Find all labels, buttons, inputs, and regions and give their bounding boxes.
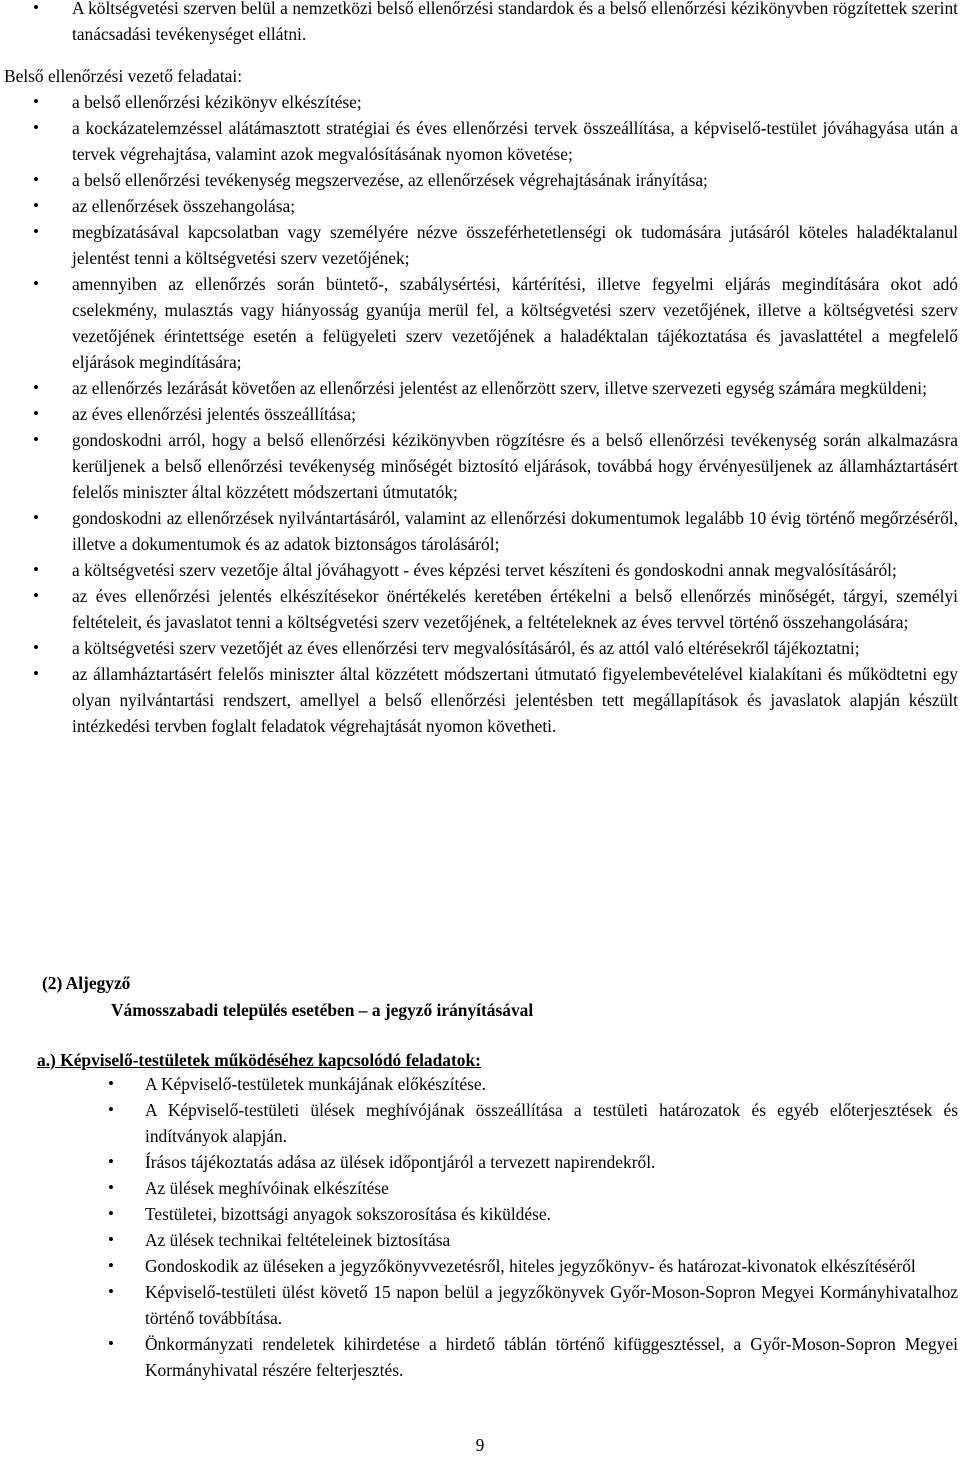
list-item: • az éves ellenőrzési jelentés elkészítésekor önértékelés keretében értékelni a belső ellenőrzés minőségét, tárgyi, személyi feltételeit, és javaslatot tenni a költségvetési szerv vezetőjének, a feltételeknek az éves tervvel történő összehangolására;	[72, 583, 958, 635]
list-item: • A költségvetési szerven belül a nemzetközi belső ellenőrzési standardok és a belső ellenőrzési kézikönyvben rögzítettek szerint tanácsadási tevékenységet ellátni.	[72, 0, 958, 47]
tasks-list	[145, 1071, 958, 1383]
list-item: • az ellenőrzés lezárását követően az ellenőrzési jelentést az ellenőrzött szerv, illetve szervezeti egység számára megküldeni;	[72, 375, 958, 401]
duties-list	[72, 89, 958, 739]
subsection-title: a.) Képviselő-testületek működéséhez kapcsolódó feladatok:	[37, 1050, 481, 1070]
list-item: • az éves ellenőrzési jelentés összeállítása;	[72, 401, 958, 427]
list-item: • Testületei, bizottsági anyagok sokszorosítása és kiküldése.	[145, 1201, 958, 1227]
list-item: • Írásos tájékoztatás adása az ülések időpontjáról a tervezett napirendekről.	[145, 1149, 958, 1175]
list-item: • a költségvetési szerv vezetője által jóváhagyott - éves képzési tervet készíteni és gondoskodni annak megvalósításáról;	[72, 557, 958, 583]
list-item: • Az ülések technikai feltételeinek biztosítása	[145, 1227, 958, 1253]
section-subtitle: Vámosszabadi település esetében – a jegyző irányításával	[111, 1000, 534, 1020]
list-item: • Az ülések meghívóinak elkészítése	[145, 1175, 958, 1201]
duties-heading: Belső ellenőrzési vezető feladatai:	[4, 66, 243, 86]
list-item: • amennyiben az ellenőrzés során büntető-, szabálysértési, kártérítési, illetve fegyelmi eljárás megindítására okot adó cselekmény, mulasztás vagy hiányosság gyanúja merül fel, a költségvetési szerv vezetőjének, illetve a költségvetési szerv vezetőjének érintettsége esetén a felügyeleti szerv vezetőjének a haladéktalan tájékoztatása és javaslattétel a megfelelő eljárások megindítására;	[72, 271, 958, 375]
list-item: • Képviselő-testületi ülést követő 15 napon belül a jegyzőkönyvek Győr-Moson-Sopron Megyei Kormányhivatalhoz történő továbbítása.	[145, 1279, 958, 1331]
section-title: (2) Aljegyző	[42, 973, 131, 993]
list-item: • a belső ellenőrzési kézikönyv elkészítése;	[72, 89, 958, 115]
list-item: • az államháztartásért felelős miniszter által közzétett módszertani útmutató figyelembevételével kialakítani és működtetni egy olyan nyilvántartási rendszert, amellyel a belső ellenőrzési jelentésben tett megállapítások és javaslatok alapján készült intézkedési tervben foglalt feladatok végrehajtását nyomon követheti.	[72, 661, 958, 739]
list-item: • a költségvetési szerv vezetőjét az éves ellenőrzési terv megvalósításáról, és az attól való eltérésekről tájékoztatni;	[72, 635, 958, 661]
page-number: 9	[475, 1435, 485, 1455]
list-item: • gondoskodni arról, hogy a belső ellenőrzési kézikönyvben rögzítésre és a belső ellenőrzési tevékenység során alkalmazásra kerüljenek a belső ellenőrzési tevékenység minőségét biztosító eljárások, továbbá hogy érvényesüljenek az államháztartásért felelős miniszter által közzétett módszertani útmutatók;	[72, 427, 958, 505]
list-item: • a kockázatelemzéssel alátámasztott stratégiai és éves ellenőrzési tervek összeállítása, a képviselő-testület jóváhagyása után a tervek végrehajtása, valamint azok megvalósításának nyomon követése;	[72, 115, 958, 167]
list-item: • gondoskodni az ellenőrzések nyilvántartásáról, valamint az ellenőrzési dokumentumok legalább 10 évig történő megőrzéséről, illetve a dokumentumok és az adatok biztonságos tárolásáról;	[72, 505, 958, 557]
list-item: • A Képviselő-testületek munkájának előkészítése.	[145, 1071, 958, 1097]
list-item: • megbízatásával kapcsolatban vagy személyére nézve összeférhetetlenségi ok tudomására jutásáról köteles haladéktalanul jelentést tenni a költségvetési szerv vezetőjének;	[72, 219, 958, 271]
intro-list	[72, 0, 958, 47]
list-item: • a belső ellenőrzési tevékenység megszervezése, az ellenőrzések végrehajtásának irányítása;	[72, 167, 958, 193]
list-item: • Önkormányzati rendeletek kihirdetése a hirdető táblán történő kifüggesztéssel, a Győr-Moson-Sopron Megyei Kormányhivatal részére felterjesztés.	[145, 1331, 958, 1383]
list-item: • Gondoskodik az üléseken a jegyzőkönyvvezetésről, hiteles jegyzőkönyv- és határozat-kivonatok elkészítéséről	[145, 1253, 958, 1279]
list-item: • az ellenőrzések összehangolása;	[72, 193, 958, 219]
list-item: • A Képviselő-testületi ülések meghívójának összeállítása a testületi határozatok és egyéb előterjesztések és indítványok alapján.	[145, 1097, 958, 1149]
